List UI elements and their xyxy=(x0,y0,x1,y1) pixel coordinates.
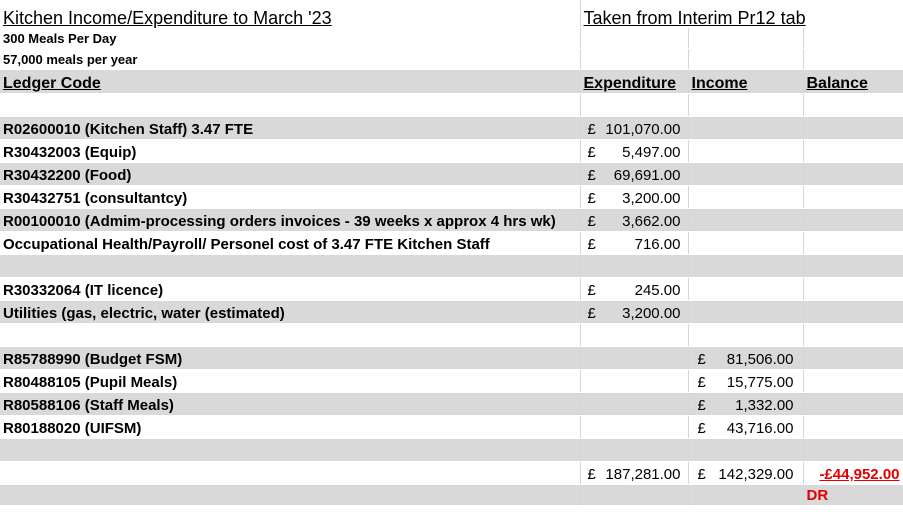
table-row xyxy=(0,186,903,209)
expenditure-amount: 3,662.00 xyxy=(622,213,681,230)
empty-cell[interactable] xyxy=(688,255,803,278)
empty-cell[interactable] xyxy=(580,94,688,117)
empty-cell[interactable] xyxy=(688,28,803,49)
empty-cell[interactable] xyxy=(580,28,688,49)
empty-cell[interactable] xyxy=(580,49,688,70)
balance-cell[interactable] xyxy=(803,301,903,324)
empty-cell[interactable] xyxy=(803,324,903,347)
header-expenditure[interactable] xyxy=(580,70,688,94)
expenditure-amount: 245.00 xyxy=(634,282,681,299)
income-cell[interactable] xyxy=(688,416,803,439)
ledger-label[interactable]: R80188020 (UIFSM) xyxy=(0,416,580,439)
currency-symbol: £ xyxy=(587,305,596,322)
income-cell[interactable] xyxy=(688,301,803,324)
empty-cell[interactable] xyxy=(0,439,580,462)
currency-symbol: £ xyxy=(587,466,596,483)
empty-cell[interactable] xyxy=(580,255,688,278)
empty-cell[interactable] xyxy=(0,462,580,485)
currency-symbol: £ xyxy=(587,236,596,253)
total-balance: -£44,952.00 xyxy=(819,466,900,483)
income-amount: 15,775.00 xyxy=(726,374,794,391)
income-amount: 1,332.00 xyxy=(735,397,794,414)
blank-row xyxy=(0,324,903,347)
expenditure-cell[interactable] xyxy=(580,117,688,140)
blank-row xyxy=(0,439,903,462)
ledger-label[interactable]: R30432751 (consultantcy) xyxy=(0,186,580,209)
empty-cell[interactable] xyxy=(580,485,688,506)
expenditure-cell[interactable] xyxy=(580,232,688,255)
total-balance-cell[interactable] xyxy=(803,462,903,485)
ledger-label[interactable]: R80588106 (Staff Meals) xyxy=(0,393,580,416)
balance-cell[interactable] xyxy=(803,393,903,416)
expenditure-amount: 716.00 xyxy=(634,236,681,253)
table-row xyxy=(0,416,903,439)
income-cell[interactable] xyxy=(688,347,803,370)
income-cell[interactable] xyxy=(688,163,803,186)
empty-cell[interactable] xyxy=(580,324,688,347)
empty-cell[interactable] xyxy=(688,485,803,506)
currency-symbol: £ xyxy=(587,190,596,207)
sheet-title: Kitchen Income/Expenditure to March '23 xyxy=(3,8,332,28)
meals-per-year-row xyxy=(0,49,903,70)
ledger-label[interactable]: Occupational Health/Payroll/ Personel cost of 3.47 FTE Kitchen Staff xyxy=(0,232,580,255)
empty-cell[interactable] xyxy=(803,255,903,278)
expenditure-cell[interactable] xyxy=(580,163,688,186)
currency-symbol: £ xyxy=(587,282,596,299)
balance-cell[interactable] xyxy=(803,140,903,163)
currency-symbol: £ xyxy=(697,466,706,483)
expenditure-cell[interactable] xyxy=(580,347,688,370)
total-income: 142,329.00 xyxy=(718,466,794,483)
empty-cell[interactable] xyxy=(688,439,803,462)
currency-symbol: £ xyxy=(697,420,706,437)
expenditure-cell[interactable] xyxy=(580,393,688,416)
header-expenditure-label: Expenditure xyxy=(583,75,676,92)
income-cell[interactable] xyxy=(688,393,803,416)
empty-cell[interactable] xyxy=(803,439,903,462)
header-income[interactable] xyxy=(688,70,803,94)
header-ledger-code[interactable] xyxy=(0,70,580,94)
table-row xyxy=(0,232,903,255)
empty-cell[interactable] xyxy=(688,49,803,70)
income-cell[interactable] xyxy=(688,278,803,301)
expenditure-amount: 3,200.00 xyxy=(622,305,681,322)
ledger-label[interactable]: R00100010 (Admim-processing orders invoices - 39 weeks x approx 4 hrs wk) xyxy=(0,209,580,232)
empty-cell[interactable] xyxy=(580,439,688,462)
blank-row xyxy=(0,94,903,117)
expenditure-amount: 3,200.00 xyxy=(622,190,681,207)
empty-cell[interactable] xyxy=(0,485,580,506)
ledger-label[interactable]: R30332064 (IT licence) xyxy=(0,278,580,301)
expenditure-cell[interactable] xyxy=(580,301,688,324)
empty-cell[interactable] xyxy=(803,49,903,70)
empty-cell[interactable] xyxy=(0,324,580,347)
balance-cell[interactable] xyxy=(803,370,903,393)
table-row xyxy=(0,278,903,301)
table-row xyxy=(0,140,903,163)
expenditure-cell[interactable] xyxy=(580,209,688,232)
expenditure-cell[interactable] xyxy=(580,370,688,393)
currency-symbol: £ xyxy=(697,374,706,391)
income-cell[interactable] xyxy=(688,232,803,255)
balance-flag[interactable]: DR xyxy=(803,485,903,506)
table-row xyxy=(0,301,903,324)
balance-cell[interactable] xyxy=(803,209,903,232)
balance-cell[interactable] xyxy=(803,278,903,301)
total-income-cell[interactable] xyxy=(688,462,803,485)
expenditure-cell[interactable] xyxy=(580,140,688,163)
table-row xyxy=(0,163,903,186)
income-cell[interactable] xyxy=(688,117,803,140)
header-balance[interactable] xyxy=(803,70,903,94)
ledger-label[interactable]: Utilities (gas, electric, water (estimated) xyxy=(0,301,580,324)
blank-row xyxy=(0,255,903,278)
empty-cell[interactable] xyxy=(688,94,803,117)
expenditure-amount: 101,070.00 xyxy=(605,121,681,138)
meals-per-day-row xyxy=(0,28,903,49)
flag-row xyxy=(0,485,903,506)
ledger-label[interactable]: R30432003 (Equip) xyxy=(0,140,580,163)
currency-symbol: £ xyxy=(587,213,596,230)
balance-cell[interactable] xyxy=(803,186,903,209)
currency-symbol: £ xyxy=(697,351,706,368)
currency-symbol: £ xyxy=(697,397,706,414)
expenditure-cell[interactable] xyxy=(580,278,688,301)
currency-symbol: £ xyxy=(587,167,596,184)
meals-per-year[interactable]: 57,000 meals per year xyxy=(0,49,580,70)
expenditure-cell[interactable] xyxy=(580,416,688,439)
balance-cell[interactable] xyxy=(803,232,903,255)
title-row xyxy=(0,0,903,28)
source-note-cell[interactable] xyxy=(580,0,903,28)
expenditure-amount: 69,691.00 xyxy=(613,167,681,184)
empty-cell[interactable] xyxy=(688,324,803,347)
ledger-label[interactable]: R80488105 (Pupil Meals) xyxy=(0,370,580,393)
currency-symbol: £ xyxy=(587,144,596,161)
total-expenditure: 187,281.00 xyxy=(605,466,681,483)
meals-per-day[interactable]: 300 Meals Per Day xyxy=(0,28,580,49)
table-row xyxy=(0,393,903,416)
currency-symbol: £ xyxy=(587,121,596,138)
income-amount: 43,716.00 xyxy=(726,420,794,437)
total-expenditure-cell[interactable] xyxy=(580,462,688,485)
empty-cell[interactable] xyxy=(0,255,580,278)
income-cell[interactable] xyxy=(688,186,803,209)
empty-cell[interactable] xyxy=(803,28,903,49)
header-balance-label: Balance xyxy=(806,75,868,92)
balance-cell[interactable] xyxy=(803,117,903,140)
expenditure-amount: 5,497.00 xyxy=(622,144,681,161)
income-amount: 81,506.00 xyxy=(726,351,794,368)
sheet-title-cell[interactable] xyxy=(0,0,580,28)
ledger-label[interactable]: R30432200 (Food) xyxy=(0,163,580,186)
table-row xyxy=(0,117,903,140)
income-cell[interactable] xyxy=(688,209,803,232)
totals-row xyxy=(0,462,903,485)
table-row xyxy=(0,209,903,232)
income-cell[interactable] xyxy=(688,140,803,163)
balance-cell[interactable] xyxy=(803,347,903,370)
balance-cell[interactable] xyxy=(803,163,903,186)
ledger-label[interactable]: R02600010 (Kitchen Staff) 3.47 FTE xyxy=(0,117,580,140)
header-income-label: Income xyxy=(691,75,748,92)
expenditure-cell[interactable] xyxy=(580,186,688,209)
balance-cell[interactable] xyxy=(803,416,903,439)
header-ledger-label: Ledger Code xyxy=(3,75,101,92)
empty-cell[interactable] xyxy=(0,94,580,117)
header-row xyxy=(0,70,903,94)
ledger-label[interactable]: R85788990 (Budget FSM) xyxy=(0,347,580,370)
source-note: Taken from Interim Pr12 tab xyxy=(583,8,806,28)
table-row xyxy=(0,347,903,370)
table-row xyxy=(0,370,903,393)
empty-cell[interactable] xyxy=(803,94,903,117)
income-cell[interactable] xyxy=(688,370,803,393)
